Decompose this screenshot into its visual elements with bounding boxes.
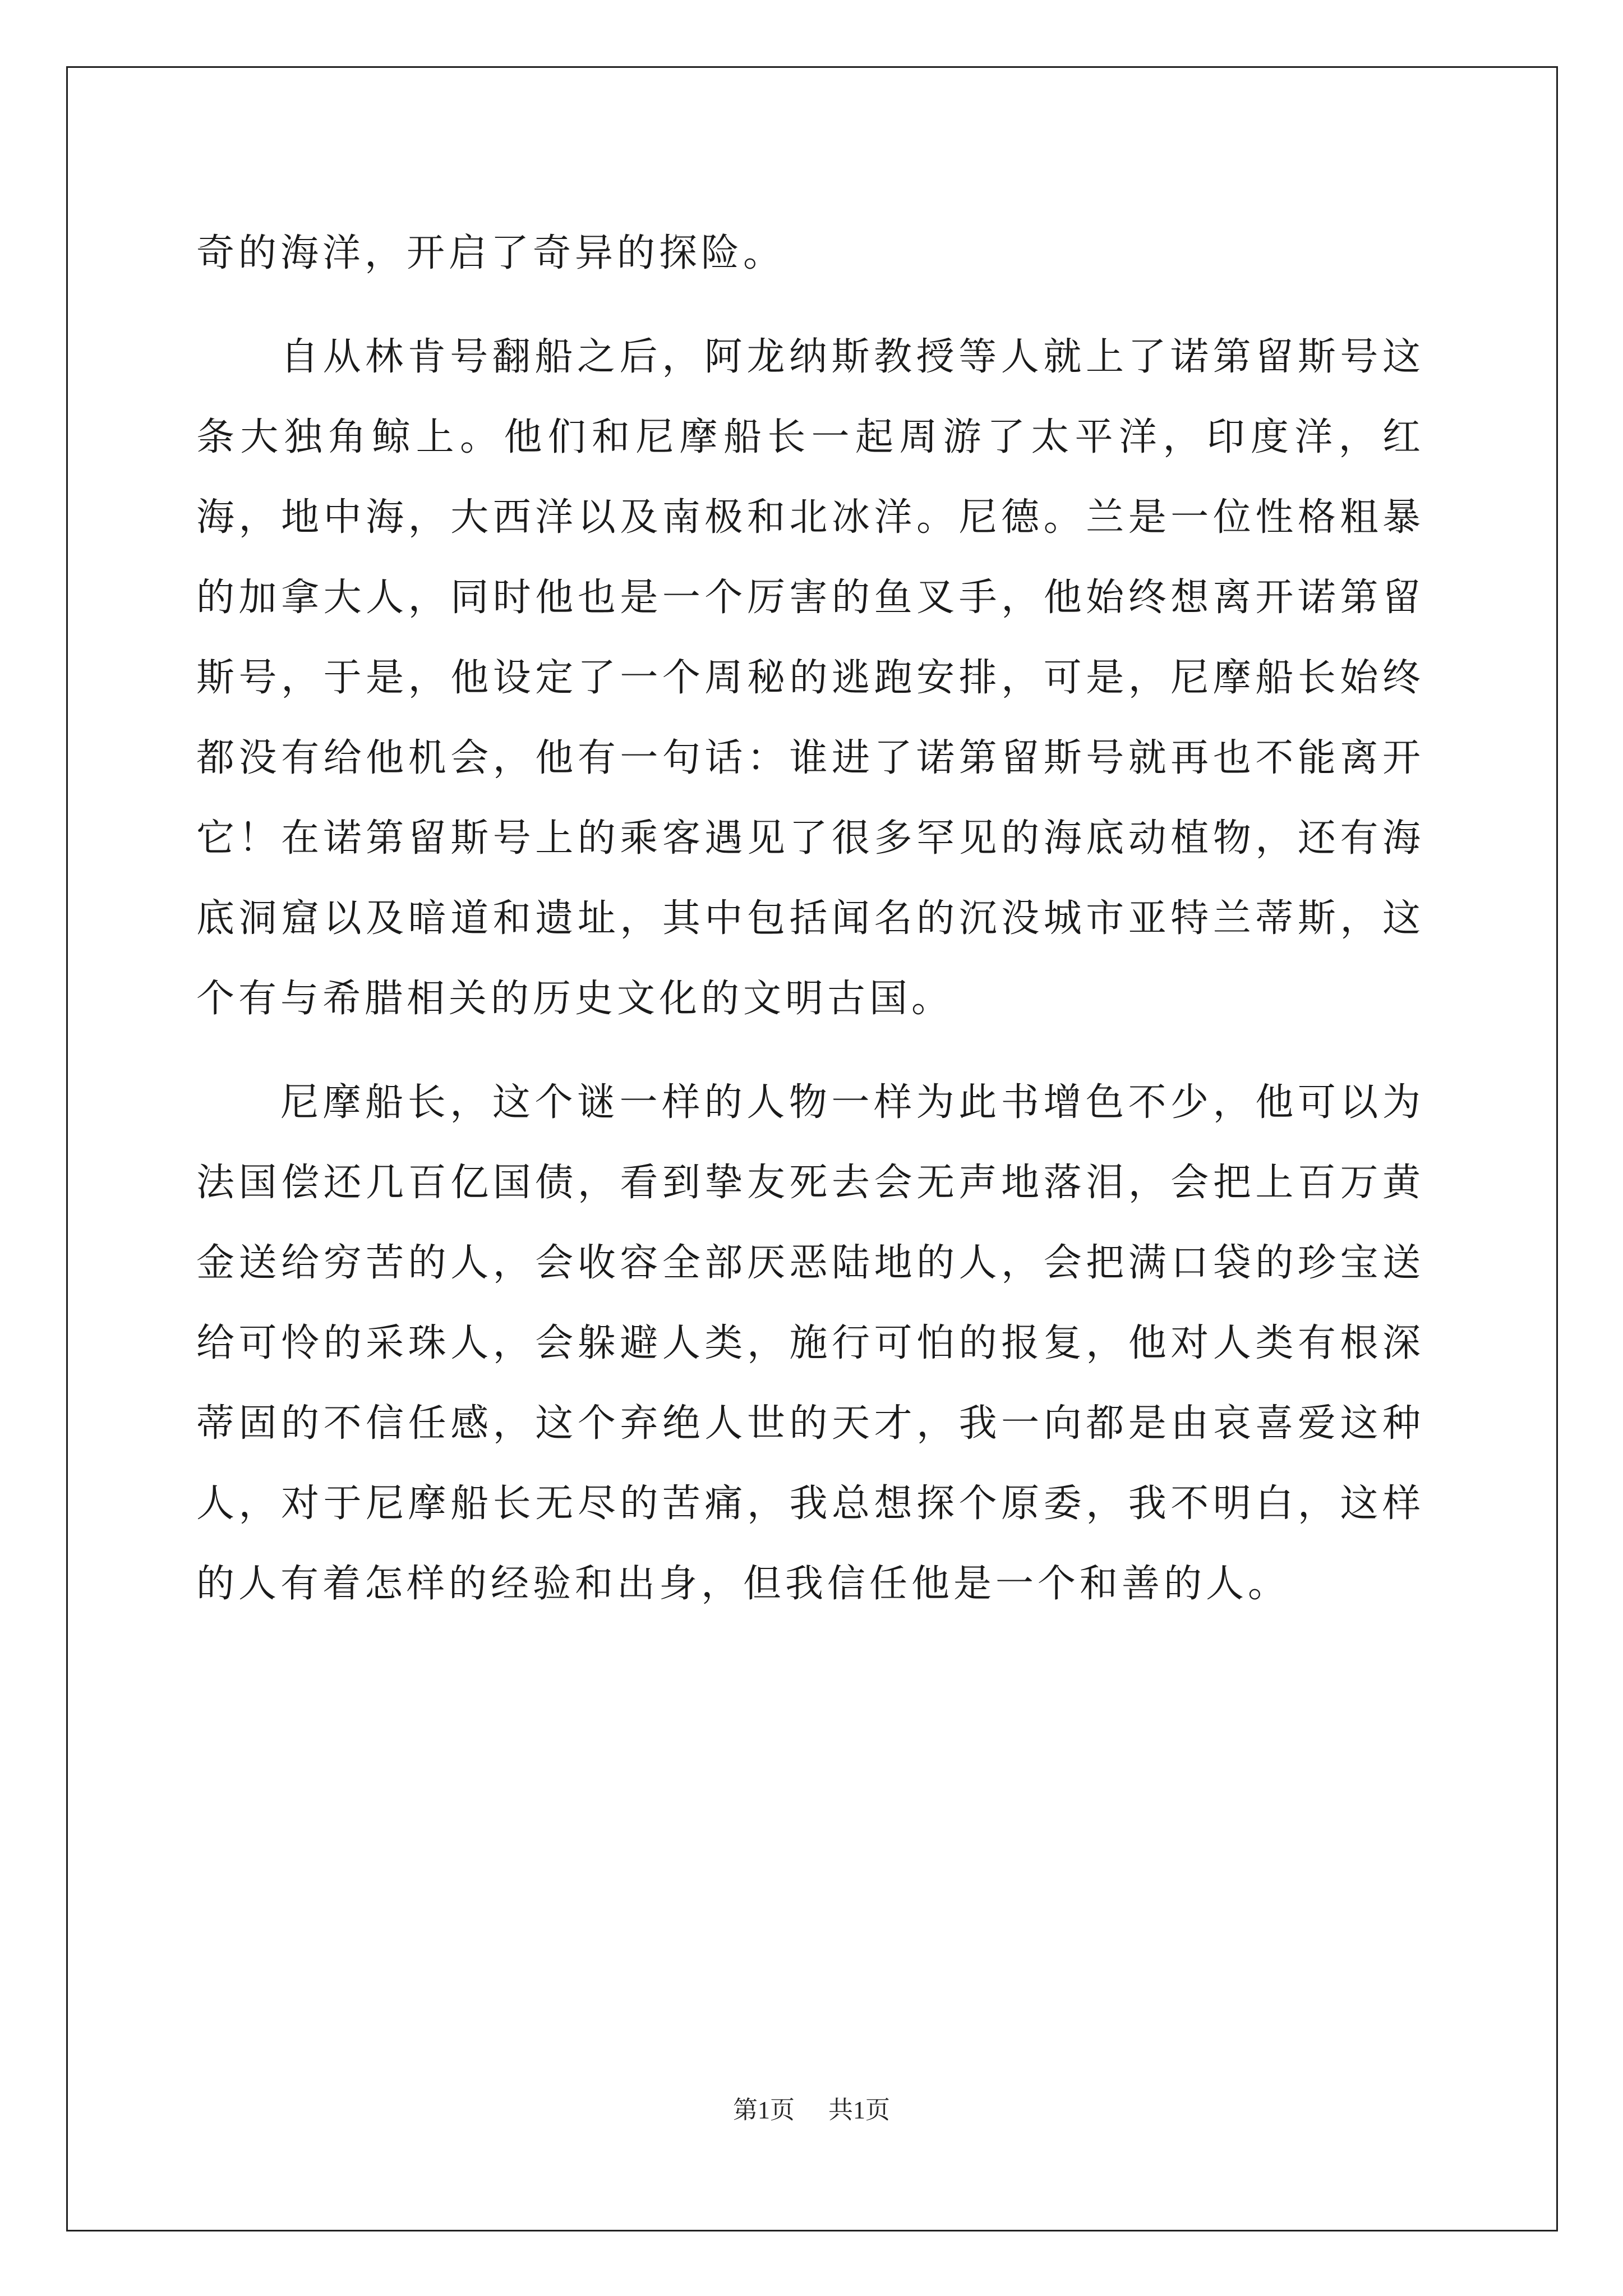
document-body [196,213,1424,1624]
page-number: 第1页 [733,2096,795,2124]
paragraph-3: 尼摩船长，这个谜一样的人物一样为此书增色不少，他可以为法国偿还几百亿国债，看到挚友死去会无声地落泪，会把上百万黄金送给穷苦的人，会收容全部厌恶陆地的人，会把满口袋的珍宝送给可怜的采珠人，会躲避人类，施行可怕的报复，他对人类有根深蒂固的不信任感，这个弃绝人世的天才，我一向都是由哀喜爱这种人，对于尼摩船长无尽的苦痛，我总想探个原委，我不明白，这样的人有着怎样的经验和出身，但我信任他是一个和善的人。 [196,1080,1424,1606]
paragraph-2: 自从林肯号翻船之后，阿龙纳斯教授等人就上了诺第留斯号这条大独角鲸上。他们和尼摩船长一起周游了太平洋，印度洋，红海，地中海，大西洋以及南极和北冰洋。尼德。兰是一位性格粗暴的加拿大人，同时他也是一个厉害的鱼叉手，他始终想离开诺第留斯号，于是，他设定了一个周秘的逃跑安排，可是，尼摩船长始终都没有给他机会，他有一句话：谁进了诺第留斯号就再也不能离开它！在诺第留斯号上的乘客遇见了很多罕见的海底动植物，还有海底洞窟以及暗道和遗址，其中包括闻名的沉没城市亚特兰蒂斯，这个有与希腊相关的历史文化的文明古国。 [196,335,1424,1021]
page-total: 共1页 [828,2096,890,2124]
paragraph-1: 奇的海洋，开启了奇异的探险。 [196,231,786,275]
page-footer [0,2090,1623,2125]
